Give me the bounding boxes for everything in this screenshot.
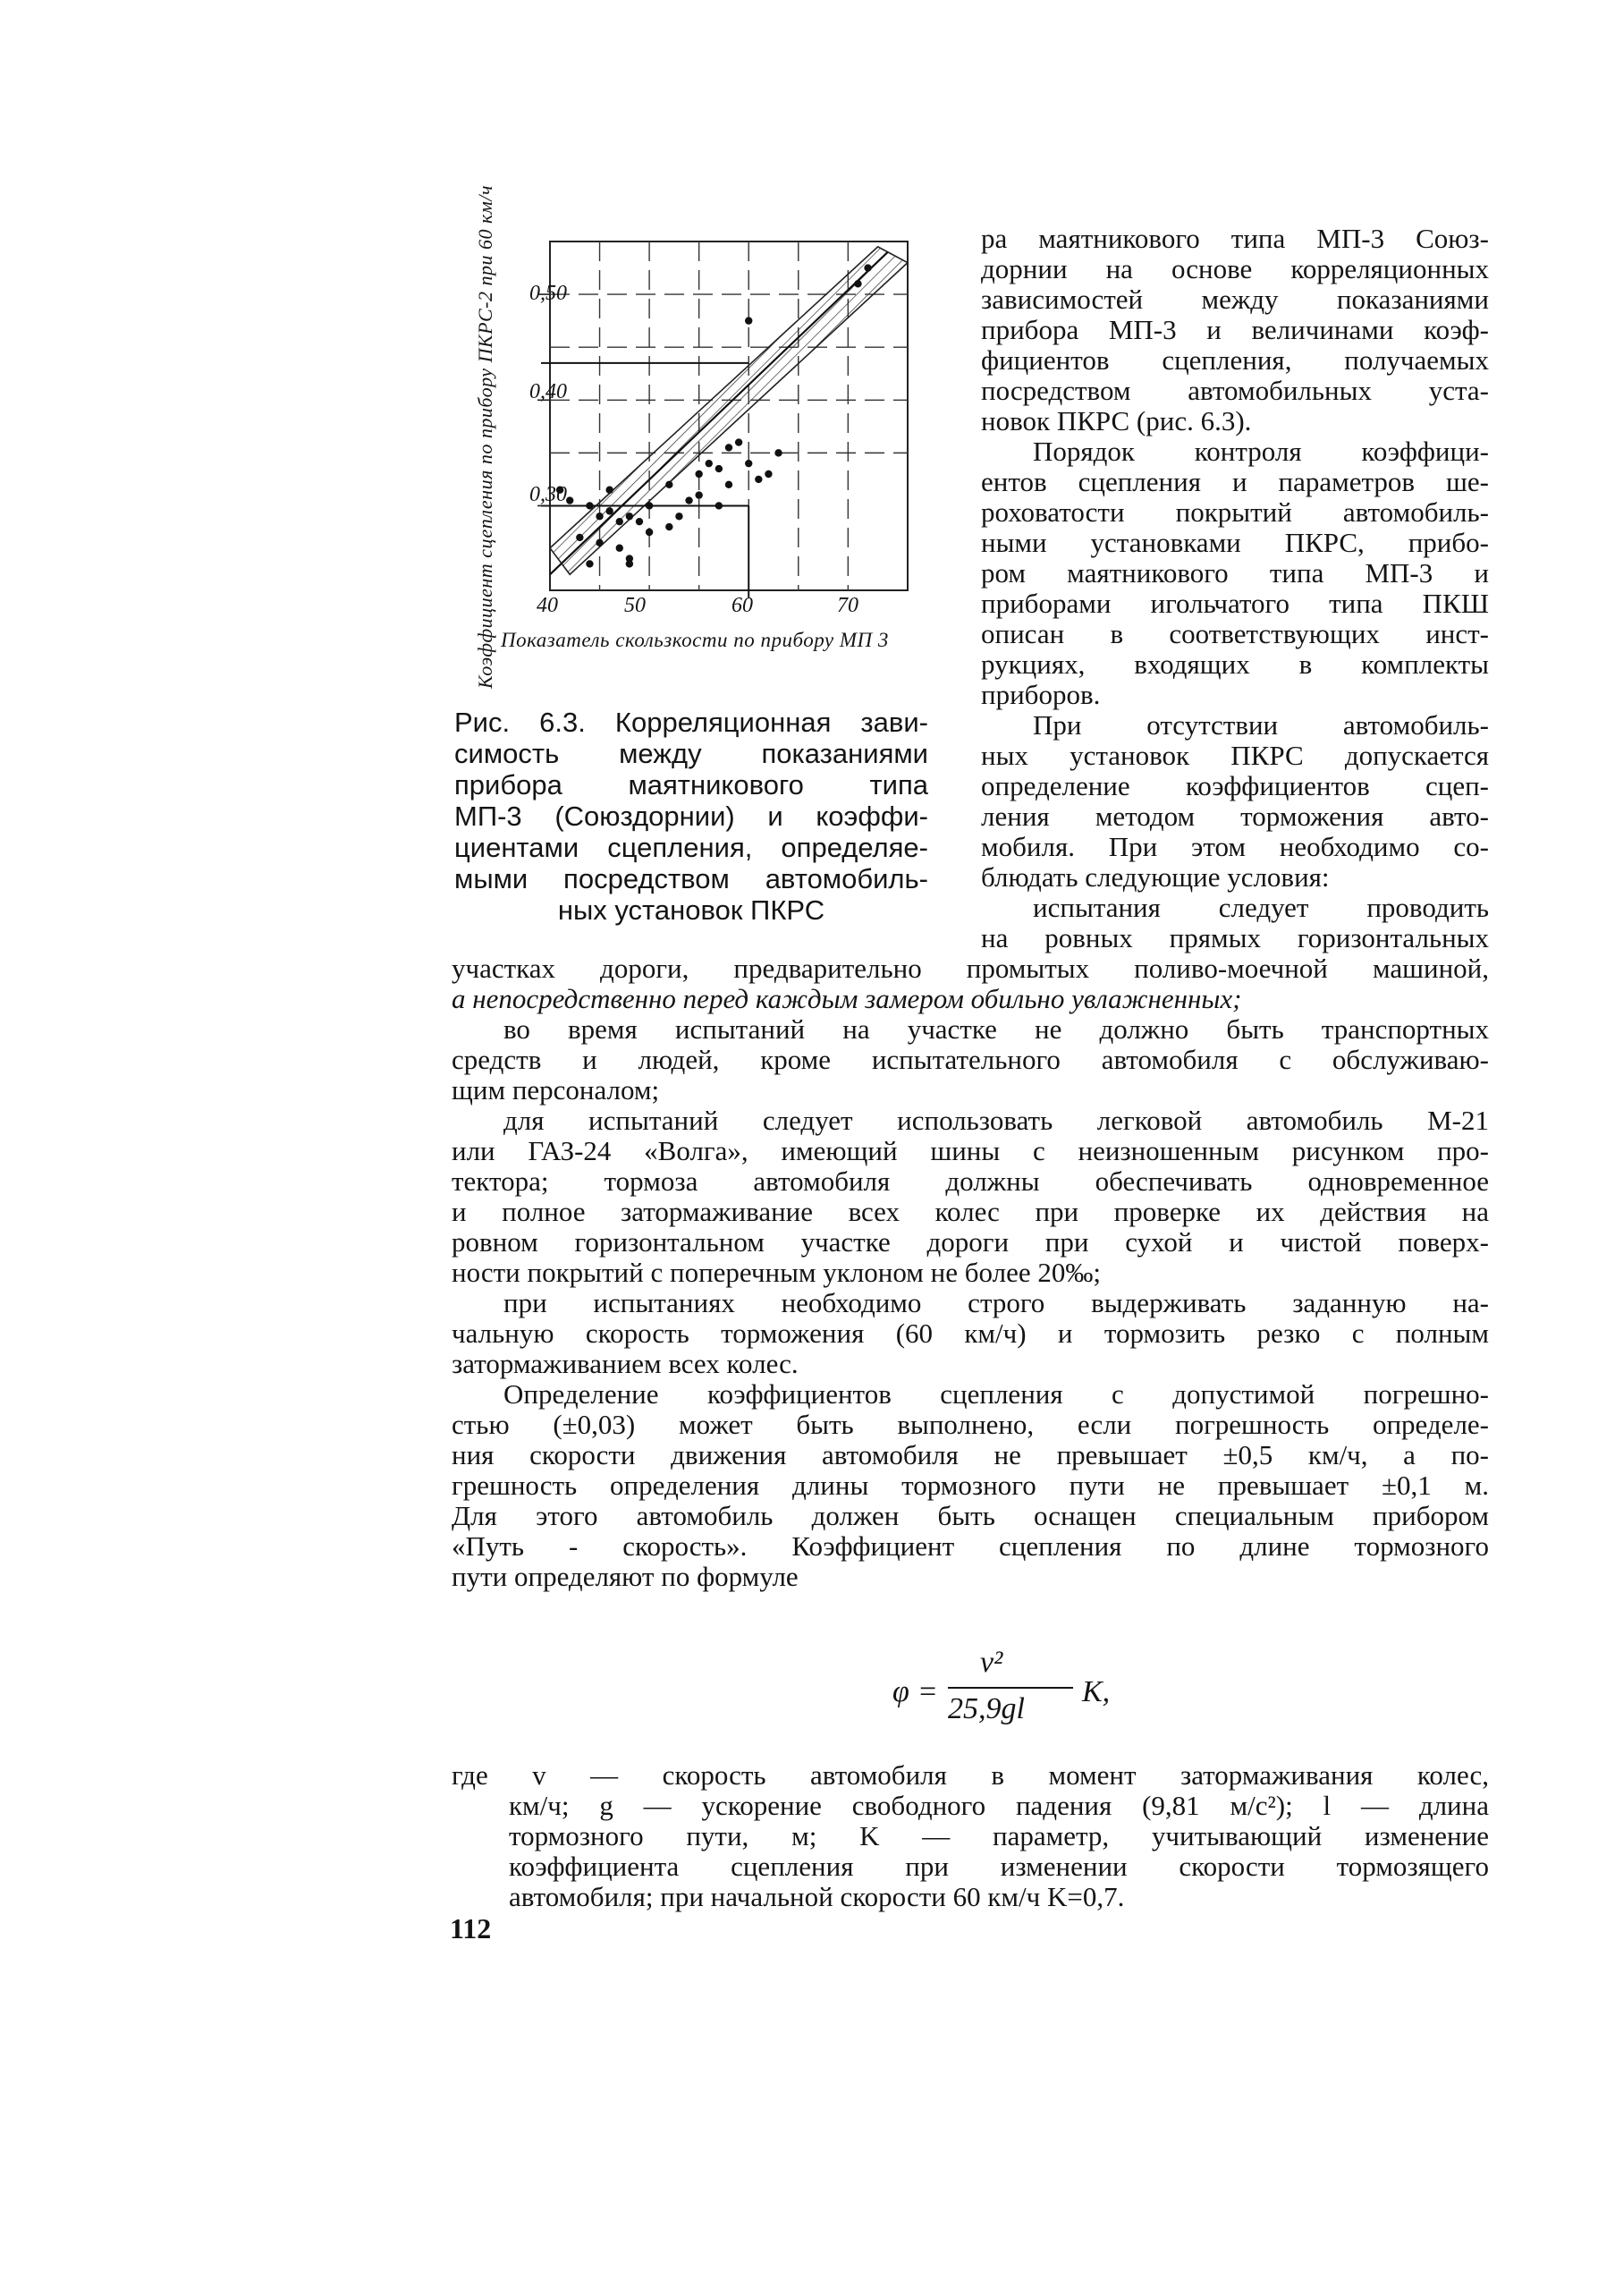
text-line: роховатости покрытий автомобиль- bbox=[981, 496, 1489, 528]
text-line: грешность определения длины тормозного пути не превышает ±0,1 м. bbox=[452, 1470, 1489, 1501]
text-line: «Путь - скорость». Коэффициент сцепления по длине тормозного bbox=[452, 1530, 1489, 1562]
text-line: ными установками ПКРС, прибо- bbox=[981, 527, 1489, 558]
text-line: определение коэффициентов сцеп- bbox=[981, 770, 1489, 801]
y-axis-label: Коэффициент сцепления по прибору ПКРС-2 при 60 км/ч bbox=[474, 185, 496, 689]
text-line: При отсутствии автомобиль- bbox=[1033, 709, 1489, 741]
formula-numerator: v² bbox=[980, 1646, 1003, 1679]
data-point bbox=[685, 496, 692, 504]
data-point bbox=[765, 470, 772, 478]
text-line: ления методом торможения авто- bbox=[981, 801, 1489, 832]
data-point bbox=[636, 518, 643, 525]
text-line: Для этого автомобиль должен быть оснащен специальным прибором bbox=[452, 1500, 1489, 1531]
text-line: щим персоналом; bbox=[452, 1074, 660, 1106]
data-point bbox=[586, 502, 593, 509]
text-line: мобиля. При этом необходимо со- bbox=[981, 831, 1489, 862]
data-point bbox=[596, 513, 603, 520]
text-line: или ГАЗ-24 «Волга», имеющий шины с неизношенным рисунком про- bbox=[452, 1135, 1489, 1166]
text-line: Порядок контроля коэффици- bbox=[1033, 436, 1489, 467]
friction-formula bbox=[892, 1646, 1179, 1735]
data-point bbox=[774, 449, 782, 456]
text-line: зависимостей между показаниями bbox=[981, 284, 1489, 315]
text-line: приборами игольчатого типа ПКШ bbox=[981, 588, 1489, 619]
text-line: при испытаниях необходимо строго выдерживать заданную на- bbox=[503, 1287, 1489, 1318]
text-line: приборов. bbox=[981, 679, 1101, 710]
formula-factor: K, bbox=[1082, 1675, 1111, 1708]
text-line: для испытаний следует использовать легковой автомобиль М-21 bbox=[503, 1105, 1489, 1136]
data-point bbox=[755, 476, 762, 483]
text-line: Определение коэффициентов сцепления с допустимой погрешно- bbox=[503, 1378, 1489, 1410]
data-point bbox=[626, 513, 633, 520]
data-point bbox=[715, 465, 723, 472]
data-point bbox=[576, 534, 583, 541]
text-line: дорнии на основе корреляционных bbox=[981, 253, 1489, 284]
text-line: ровном горизонтальном участке дороги при сухой и чистой поверх- bbox=[452, 1226, 1489, 1258]
text-line: где v — скорость автомобиля в момент затормаживания колес, bbox=[452, 1759, 1489, 1791]
text-line: новок ПКРС (рис. 6.3). bbox=[981, 405, 1252, 436]
data-point bbox=[715, 502, 723, 509]
text-line: затормаживанием всех колес. bbox=[452, 1348, 799, 1379]
data-point bbox=[626, 560, 633, 567]
text-line: стью (±0,03) может быть выполнено, если погрешность определе- bbox=[452, 1409, 1489, 1440]
right-column-text bbox=[981, 224, 1489, 953]
text-line: рукциях, входящих в комплекты bbox=[981, 648, 1489, 680]
data-point bbox=[706, 460, 713, 467]
data-point bbox=[605, 507, 613, 514]
x-tick-label: 60 bbox=[731, 594, 753, 617]
data-point bbox=[605, 487, 613, 494]
data-point bbox=[665, 481, 672, 488]
caption-line: мыми посредством автомобиль- bbox=[454, 863, 928, 894]
data-point bbox=[665, 523, 672, 530]
caption-line: циентами сцепления, определяе- bbox=[454, 832, 928, 863]
body-text bbox=[452, 953, 1489, 1592]
data-point bbox=[646, 529, 653, 536]
caption-line: прибора маятникового типа bbox=[454, 769, 928, 801]
text-line: чальную скорость торможения (60 км/ч) и тормозить резко с полным bbox=[452, 1317, 1489, 1349]
text-line: участках дороги, предварительно промытых поливо-моечной машиной, bbox=[452, 953, 1489, 984]
data-point bbox=[735, 438, 742, 445]
data-point bbox=[675, 513, 682, 520]
fraction-bar bbox=[948, 1687, 1073, 1689]
text-line: блюдать следующие условия: bbox=[981, 861, 1330, 893]
data-point bbox=[725, 481, 732, 488]
text-line: во время испытаний на участке не должно быть транспортных bbox=[503, 1013, 1489, 1045]
text-line: ния скорости движения автомобиля не превышает ±0,5 км/ч, а по- bbox=[452, 1439, 1489, 1470]
text-line: испытания следует проводить bbox=[1033, 892, 1489, 923]
text-line: автомобиля; при начальной скорости 60 км/ч K=0,7. bbox=[509, 1881, 1125, 1912]
text-line: коэффициента сцепления при изменении скорости тормозящего bbox=[509, 1851, 1489, 1882]
text-line: фициентов сцепления, получаемых bbox=[981, 344, 1489, 376]
text-line: и полное затормаживание всех колес при проверке их действия на bbox=[452, 1196, 1489, 1227]
x-tick-label: 50 bbox=[624, 594, 646, 617]
text-line: прибора МП-3 и величинами коэф- bbox=[981, 314, 1489, 345]
text-line: ром маятникового типа МП-3 и bbox=[981, 557, 1489, 589]
formula-legend bbox=[452, 1760, 1489, 1912]
text-line: на ровных прямых горизонтальных bbox=[981, 922, 1489, 953]
data-point bbox=[566, 496, 573, 504]
y-tick-label: 0,40 bbox=[529, 380, 567, 403]
data-point bbox=[745, 317, 752, 324]
regression-line bbox=[550, 252, 888, 574]
caption-line: симость между показаниями bbox=[454, 738, 928, 769]
x-axis-label: Показатель скользкости по прибору МП 3 bbox=[501, 629, 889, 651]
confidence-band bbox=[550, 247, 908, 574]
text-line: ных установок ПКРС допускается bbox=[981, 740, 1489, 771]
data-point bbox=[646, 502, 653, 509]
text-line: ности покрытий с поперечным уклоном не более 20‰; bbox=[452, 1257, 1101, 1288]
formula-equals: = bbox=[919, 1675, 937, 1708]
y-tick-label: 0,30 bbox=[529, 483, 567, 506]
formula-lhs: φ bbox=[892, 1675, 909, 1708]
x-tick-label: 70 bbox=[837, 594, 858, 617]
text-line: средств и людей, кроме испытательного автомобиля с обслуживаю- bbox=[452, 1044, 1489, 1075]
text-line: пути определяют по формуле bbox=[452, 1561, 799, 1592]
data-point bbox=[695, 470, 702, 478]
caption-line: МП-3 (Союздорнии) и коэффи- bbox=[454, 801, 928, 832]
data-point bbox=[616, 518, 623, 525]
text-line: описан в соответствующих инст- bbox=[981, 618, 1489, 649]
data-point bbox=[695, 491, 702, 498]
y-tick-label: 0,50 bbox=[529, 282, 567, 305]
text-line: посредством автомобильных уста- bbox=[981, 375, 1489, 406]
data-point bbox=[854, 280, 861, 287]
caption-line: ных установок ПКРС bbox=[557, 894, 825, 926]
text-line: тормозного пути, м; K — параметр, учитывающий изменение bbox=[509, 1820, 1489, 1851]
data-point bbox=[725, 444, 732, 451]
caption-line: Рис. 6.3. Корреляционная зави- bbox=[454, 707, 928, 738]
data-point bbox=[596, 539, 603, 546]
chart-plot bbox=[478, 206, 961, 635]
formula-denominator: 25,9gl bbox=[948, 1692, 1025, 1725]
data-point bbox=[745, 460, 752, 467]
data-point bbox=[616, 545, 623, 552]
text-line: тектора; тормоза автомобиля должны обеспечивать одновременное bbox=[452, 1165, 1489, 1197]
text-line: км/ч; g — ускорение свободного падения (9,81 м/с²); l — длина bbox=[509, 1790, 1489, 1821]
data-point bbox=[586, 560, 593, 567]
text-line: а непосредственно перед каждым замером обильно увлажненных; bbox=[452, 983, 1242, 1014]
data-point bbox=[864, 264, 871, 271]
page-number: 112 bbox=[450, 1912, 492, 1944]
figure-caption bbox=[454, 707, 928, 926]
x-tick-label: 40 bbox=[537, 594, 558, 617]
text-line: ентов сцепления и параметров ше- bbox=[981, 466, 1489, 497]
text-line: ра маятникового типа МП-3 Союз- bbox=[981, 223, 1489, 254]
